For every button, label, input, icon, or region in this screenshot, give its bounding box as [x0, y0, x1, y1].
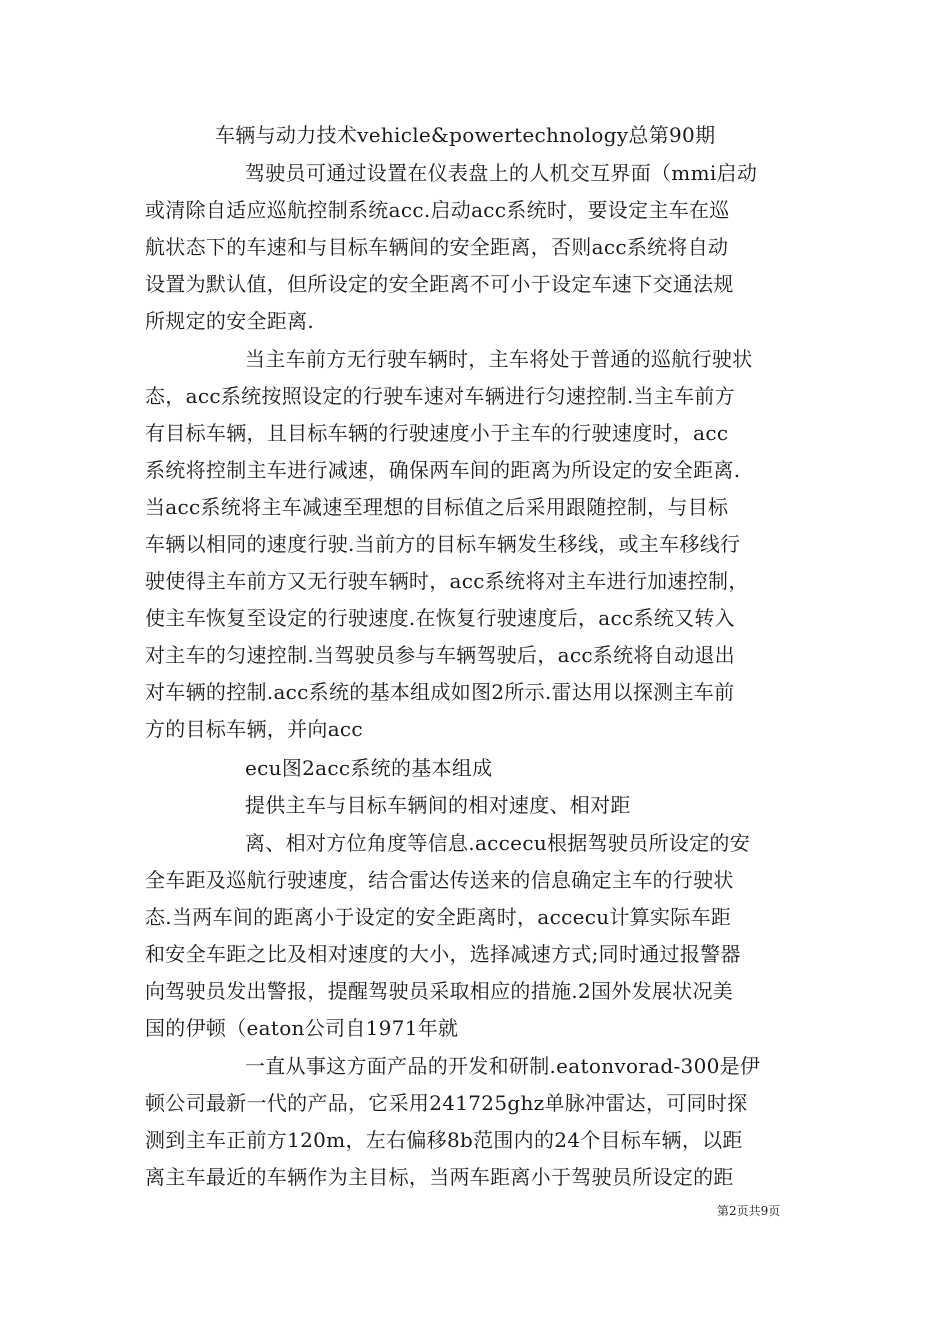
text-line: 和安全车距之比及相对速度的大小，选择减速方式;同时通过报警器 [145, 942, 741, 966]
text-line: 系统将控制主车进行减速，确保两车间的距离为所设定的安全距离. [145, 458, 741, 482]
text-line: 所规定的安全距离. [145, 309, 315, 333]
text-line: 国的伊顿（eaton公司自1971年就 [145, 1016, 459, 1040]
text-line: 向驾驶员发出警报，提醒驾驶员采取相应的措施.2国外发展状况美 [145, 979, 734, 1003]
text-line: 航状态下的车速和与目标车辆间的安全距离，否则acc系统将自动 [145, 235, 729, 259]
text-line: 车辆以相同的速度行驶.当前方的目标车辆发生移线，或主车移线行 [145, 532, 741, 556]
text-line: 一直从事这方面产品的开发和研制.eatonvorad-300是伊 [245, 1054, 761, 1078]
text-line: 提供主车与目标车辆间的相对速度、相对距 [245, 793, 631, 817]
text-line: 态，acc系统按照设定的行驶车速对车辆进行匀速控制.当主车前方 [145, 384, 735, 408]
text-line: 离、相对方位角度等信息.accecu根据驾驶员所设定的安 [245, 831, 751, 855]
text-line: 有目标车辆，且目标车辆的行驶速度小于主车的行驶速度时，acc [145, 421, 729, 445]
text-line: 方的目标车辆，并向acc [145, 717, 363, 741]
text-line: 离主车最近的车辆作为主目标，当两车距离小于驾驶员所设定的距 [145, 1165, 734, 1189]
text-line: 顿公司最新一代的产品，它采用241725ghz单脉冲雷达，可同时探 [145, 1091, 748, 1115]
text-line: 对车辆的控制.acc系统的基本组成如图2所示.雷达用以探测主车前 [145, 680, 735, 704]
text-line: 使主车恢复至设定的行驶速度.在恢复行驶速度后，acc系统又转入 [145, 606, 735, 630]
text-line: 对主车的匀速控制.当驾驶员参与车辆驾驶后，acc系统将自动退出 [145, 643, 735, 667]
text-line: 驾驶员可通过设置在仪表盘上的人机交互界面（mmi启动 [245, 161, 758, 185]
text-line: 或清除自适应巡航控制系统acc.启动acc系统时，要设定主车在巡 [145, 198, 730, 222]
page-number: 第2页共9页 [717, 1204, 781, 1218]
text-line: 驶使得主车前方又无行驶车辆时，acc系统将对主车进行加速控制， [145, 569, 749, 593]
text-line: 当acc系统将主车减速至理想的目标值之后采用跟随控制，与目标 [145, 495, 729, 519]
text-line: 全车距及巡航行驶速度，结合雷达传送来的信息确定主车的行驶状 [145, 868, 734, 892]
text-line: 态.当两车间的距离小于设定的安全距离时，accecu计算实际车距 [145, 905, 732, 929]
text-line: 设置为默认值，但所设定的安全距离不可小于设定车速下交通法规 [145, 272, 734, 296]
figure-caption: ecu图2acc系统的基本组成 [245, 756, 493, 780]
text-line: 测到主车正前方120m，左右偏移8b范围内的24个目标车辆，以距 [145, 1128, 743, 1152]
text-line: 当主车前方无行驶车辆时，主车将处于普通的巡航行驶状 [245, 347, 753, 371]
document-header: 车辆与动力技术vehicle&powertechnology总第90期 [215, 123, 716, 147]
